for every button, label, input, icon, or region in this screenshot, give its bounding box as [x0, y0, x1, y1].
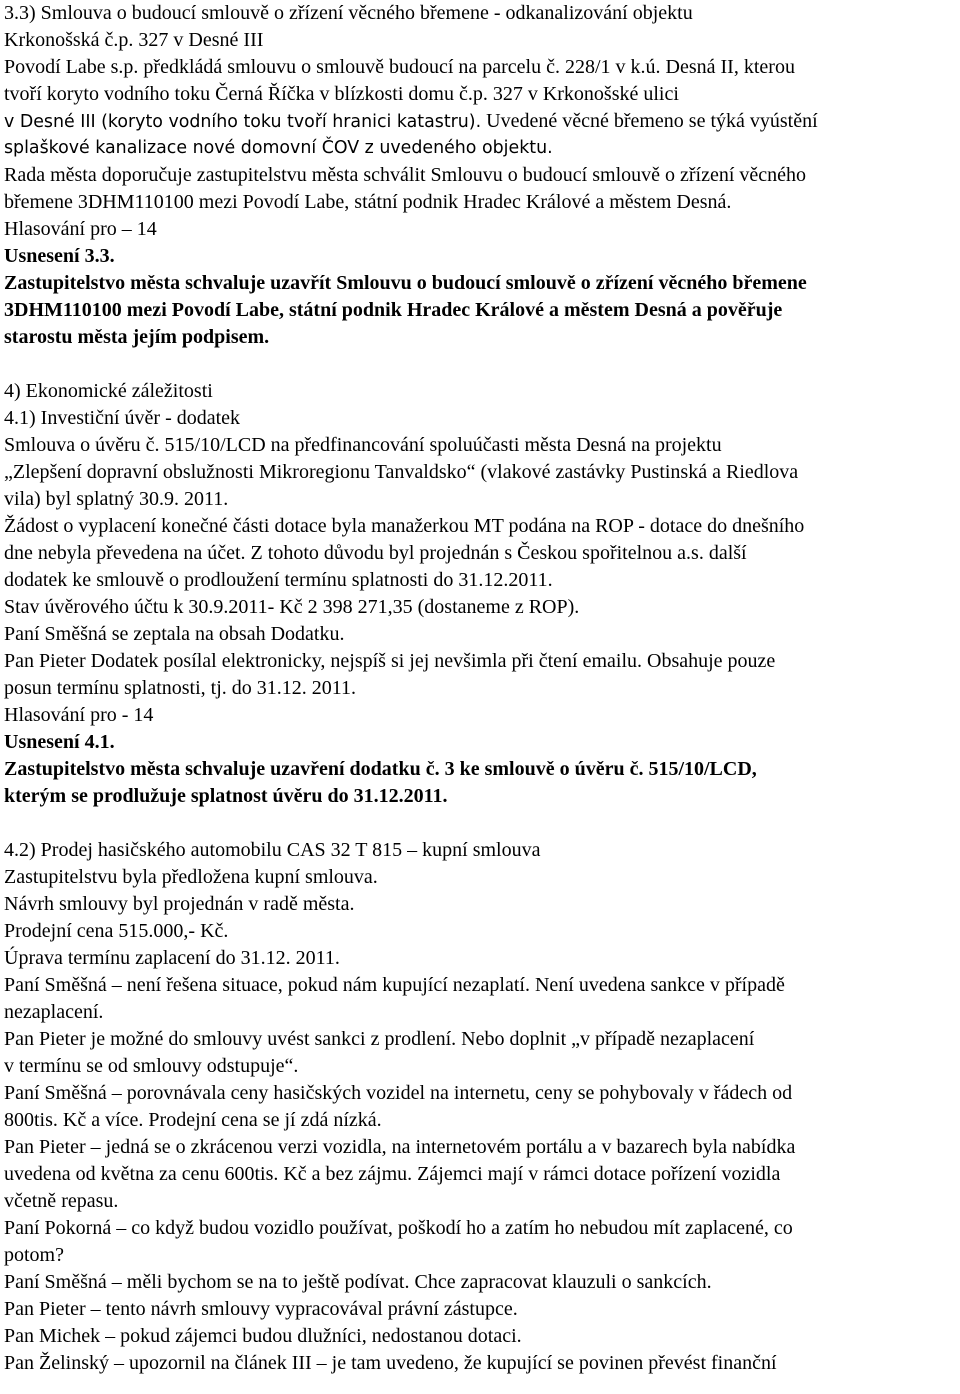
paragraph-line: Pan Pieter – jedná se o zkrácenou verzi vozidla, na internetovém portálu a v bazarech byla nabídka — [4, 1136, 796, 1158]
paragraph-line: Povodí Labe s.p. předkládá smlouvu o smlouvě budoucí na parcelu č. 228/1 v k.ú. Desná II, kterou — [4, 56, 795, 78]
paragraph-line-mixed — [4, 108, 954, 135]
subsection-heading: 4.2) Prodej hasičského automobilu CAS 32 T 815 – kupní smlouva — [4, 839, 541, 861]
paragraph-line: v termínu se od smlouvy odstupuje“. — [4, 1055, 299, 1077]
paragraph-line: Paní Směšná – porovnávala ceny hasičských vozidel na internetu, ceny se pohybovaly v řádech od — [4, 1082, 793, 1104]
section-heading-line: 3.3) Smlouva o budoucí smlouvě o zřízení věcného břemene - odkanalizování objektu — [4, 2, 693, 24]
paragraph-line: včetně repasu. — [4, 1190, 119, 1212]
document-page — [4, 0, 954, 1377]
resolution-line: Zastupitelstvo města schvaluje uzavřít Smlouvu o budoucí smlouvě o zřízení věcného břemene — [4, 272, 807, 294]
resolution-label: Usnesení 4.1. — [4, 731, 115, 753]
section-heading-line: Krkonošská č.p. 327 v Desné III — [4, 29, 264, 51]
paragraph-line: Paní Pokorná – co když budou vozidlo používat, poškodí ho a zatím ho nebudou mít zaplacené, co — [4, 1217, 793, 1239]
paragraph-line: tvoří koryto vodního toku Černá Říčka v blízkosti domu č.p. 327 v Krkonošské ulici — [4, 83, 679, 105]
paragraph-text-serif: Uvedené věcné břemeno se týká vyústění — [481, 110, 818, 132]
paragraph-line: Paní Směšná – měli bychom se na to ještě podívat. Chce zapracovat klauzuli o sankcích. — [4, 1271, 712, 1293]
subsection-4-2 — [4, 837, 954, 1377]
paragraph-line: potom? — [4, 1244, 64, 1266]
paragraph-line: Návrh smlouvy byl projednán v radě města. — [4, 893, 355, 915]
resolution-label: Usnesení 3.3. — [4, 245, 115, 267]
spacer — [4, 810, 954, 837]
section-heading: 4) Ekonomické záležitosti — [4, 380, 213, 402]
subsection-4-1 — [4, 405, 954, 810]
resolution-line: Zastupitelstvo města schvaluje uzavření dodatku č. 3 ke smlouvě o úvěru č. 515/10/LCD, — [4, 758, 757, 780]
paragraph-line: posun termínu splatnosti, tj. do 31.12. 2011. — [4, 677, 357, 699]
paragraph-line: Žádost o vyplacení konečné části dotace byla manažerkou MT podána na ROP - dotace do dnešního — [4, 515, 805, 537]
paragraph-line: břemene 3DHM110100 mezi Povodí Labe, státní podnik Hradec Králové a městem Desná. — [4, 191, 732, 213]
spacer — [4, 351, 954, 378]
paragraph-line: Úprava termínu zaplacení do 31.12. 2011. — [4, 947, 340, 969]
resolution-line: 3DHM110100 mezi Povodí Labe, státní podnik Hradec Králové a městem Desná a pověřuje — [4, 299, 783, 321]
paragraph-line: Smlouva o úvěru č. 515/10/LCD na předfinancování spoluúčasti města Desná na projektu — [4, 434, 722, 456]
paragraph-line: uvedena od května za cenu 600tis. Kč a bez zájmu. Zájemci mají v rámci dotace pořízení vozidla — [4, 1163, 781, 1185]
paragraph-line: 800tis. Kč a více. Prodejní cena se jí zdá nízká. — [4, 1109, 382, 1131]
paragraph-line: Zastupitelstvu byla předložena kupní smlouva. — [4, 866, 378, 888]
paragraph-line: nezaplacení. — [4, 1001, 104, 1023]
paragraph-line: Pan Pieter Dodatek posílal elektronicky, nejspíš si jej nevšimla při čtení emailu. Obsahuje pouze — [4, 650, 776, 672]
subsection-heading: 4.1) Investiční úvěr - dodatek — [4, 407, 241, 429]
paragraph-line: Prodejní cena 515.000,- Kč. — [4, 920, 229, 942]
paragraph-line: dne nebyla převedena na účet. Z tohoto důvodu byl projednán s Českou spořitelnou a.s. další — [4, 542, 747, 564]
resolution-line: starostu města jejím podpisem. — [4, 326, 270, 348]
paragraph-line: Paní Směšná – není řešena situace, pokud nám kupující nezaplatí. Není uvedena sankce v případě — [4, 974, 785, 996]
paragraph-line: Pan Michek – pokud zájemci budou dlužníci, nedostanou dotaci. — [4, 1325, 522, 1347]
paragraph-line: dodatek ke smlouvě o prodloužení termínu splatnosti do 31.12.2011. — [4, 569, 553, 591]
paragraph-line: Stav úvěrového účtu k 30.9.2011- Kč 2 398 271,35 (dostaneme z ROP). — [4, 596, 580, 618]
vote-line: Hlasování pro – 14 — [4, 218, 157, 240]
paragraph-line: splaškové kanalizace nové domovní ČOV z uvedeného objektu. — [4, 138, 553, 158]
section-3-3 — [4, 0, 954, 351]
paragraph-line: Pan Želinský – upozornil na článek III – je tam uvedeno, že kupující se povinen převést finanční — [4, 1352, 777, 1374]
paragraph-line: Pan Pieter – tento návrh smlouvy vypracovával právní zástupce. — [4, 1298, 518, 1320]
paragraph-line: Paní Směšná se zeptala na obsah Dodatku. — [4, 623, 345, 645]
paragraph-line: „Zlepšení dopravní obslužnosti Mikroregionu Tanvaldsko“ (vlakové zastávky Pustinská a Riedlova — [4, 461, 799, 483]
paragraph-line: Rada města doporučuje zastupitelstvu města schválit Smlouvu o budoucí smlouvě o zřízení věcného — [4, 164, 807, 186]
section-4 — [4, 378, 954, 1377]
paragraph-line: vila) byl splatný 30.9. 2011. — [4, 488, 229, 510]
paragraph-line: Pan Pieter je možné do smlouvy uvést sankci z prodlení. Nebo doplnit „v případě nezaplacení — [4, 1028, 755, 1050]
paragraph-text-sans: v Desné III (koryto vodního toku tvoří hranici katastru). — [4, 112, 482, 132]
resolution-line: kterým se prodlužuje splatnost úvěru do 31.12.2011. — [4, 785, 448, 807]
vote-line: Hlasování pro - 14 — [4, 704, 154, 726]
